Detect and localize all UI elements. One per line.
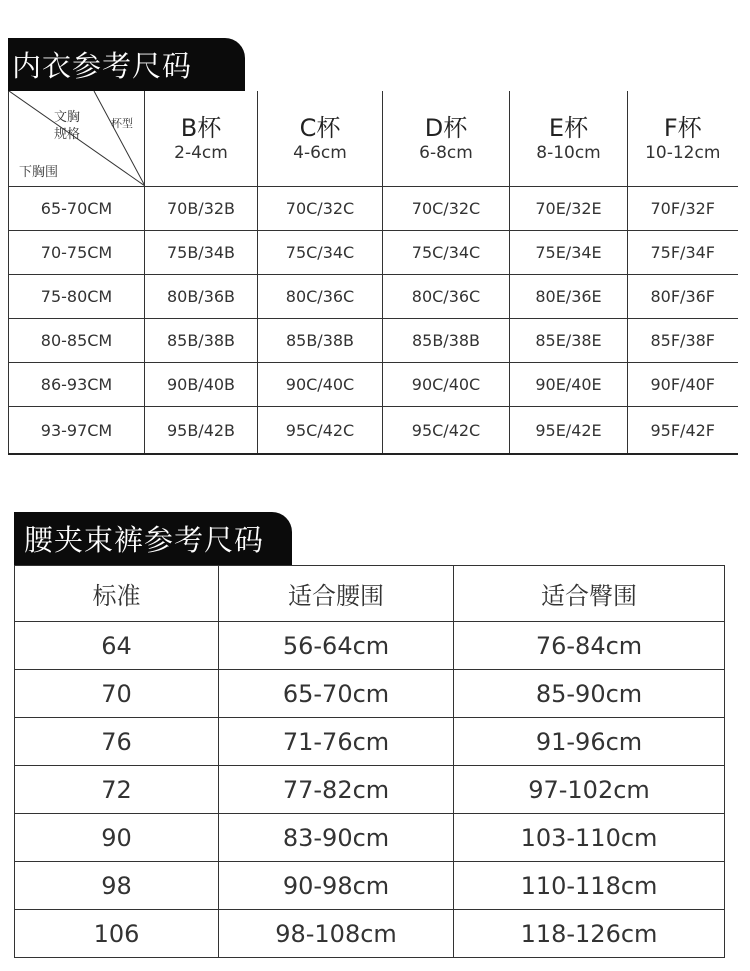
waist-cell: 71-76cm	[219, 718, 454, 766]
size-cell: 95C/42C	[383, 407, 510, 455]
shapewear-size-title	[14, 512, 292, 565]
size-cell: 70C/32C	[383, 187, 510, 231]
corner-bra-spec-label: 文胸 规格	[53, 110, 80, 142]
cup-range: 8-10cm	[536, 142, 601, 163]
cup-range: 6-8cm	[419, 142, 473, 163]
shapewear-row	[15, 766, 725, 814]
size-cell: 75B/34B	[145, 231, 258, 275]
hip-cell: 91-96cm	[454, 718, 725, 766]
bra-row	[9, 187, 738, 231]
shapewear-row	[15, 910, 725, 958]
cup-name: C杯	[299, 113, 341, 142]
waist-cell: 98-108cm	[219, 910, 454, 958]
standard-cell: 98	[15, 862, 219, 910]
waist-cell: 56-64cm	[219, 622, 454, 670]
corner-underbust-label: 下胸围	[19, 165, 59, 180]
bra-row	[9, 319, 738, 363]
hip-cell: 118-126cm	[454, 910, 725, 958]
standard-cell: 72	[15, 766, 219, 814]
waist-cell: 77-82cm	[219, 766, 454, 814]
underbust-cell: 75-80CM	[9, 275, 145, 319]
waist-cell: 83-90cm	[219, 814, 454, 862]
size-cell: 90E/40E	[510, 363, 628, 407]
size-cell: 70C/32C	[258, 187, 383, 231]
bra-corner-cell	[9, 91, 145, 187]
size-cell: 80E/36E	[510, 275, 628, 319]
size-cell: 85E/38E	[510, 319, 628, 363]
size-cell: 80F/36F	[628, 275, 738, 319]
bra-size-table	[8, 91, 738, 455]
size-cell: 90C/40C	[383, 363, 510, 407]
size-cell: 95F/42F	[628, 407, 738, 455]
header-waist: 适合腰围	[219, 566, 454, 622]
cup-name: B杯	[180, 113, 222, 142]
size-cell: 85B/38B	[383, 319, 510, 363]
standard-cell: 106	[15, 910, 219, 958]
underbust-cell: 80-85CM	[9, 319, 145, 363]
size-cell: 75E/34E	[510, 231, 628, 275]
shapewear-row	[15, 622, 725, 670]
bra-size-title	[8, 38, 245, 91]
size-cell: 90F/40F	[628, 363, 738, 407]
waist-cell: 65-70cm	[219, 670, 454, 718]
bra-row	[9, 407, 738, 455]
size-cell: 80B/36B	[145, 275, 258, 319]
cup-header-d	[383, 91, 510, 187]
standard-cell: 64	[15, 622, 219, 670]
cup-header-f	[628, 91, 738, 187]
size-cell: 95B/42B	[145, 407, 258, 455]
cup-header-b	[145, 91, 258, 187]
size-cell: 95C/42C	[258, 407, 383, 455]
size-cell: 70F/32F	[628, 187, 738, 231]
bra-header-row	[9, 91, 738, 187]
bra-row	[9, 275, 738, 319]
size-cell: 75C/34C	[383, 231, 510, 275]
size-cell: 85B/38B	[145, 319, 258, 363]
shapewear-row	[15, 670, 725, 718]
cup-range: 2-4cm	[174, 142, 228, 163]
size-cell: 80C/36C	[258, 275, 383, 319]
size-cell: 90B/40B	[145, 363, 258, 407]
size-cell: 95E/42E	[510, 407, 628, 455]
shapewear-header-row	[15, 566, 725, 622]
waist-cell: 90-98cm	[219, 862, 454, 910]
size-cell: 90C/40C	[258, 363, 383, 407]
shapewear-row	[15, 862, 725, 910]
cup-range: 4-6cm	[293, 142, 347, 163]
bra-row	[9, 231, 738, 275]
size-cell: 70E/32E	[510, 187, 628, 231]
header-hip: 适合臀围	[454, 566, 725, 622]
hip-cell: 76-84cm	[454, 622, 725, 670]
shapewear-size-title-text: 腰夹束裤参考尺码	[24, 523, 265, 557]
standard-cell: 76	[15, 718, 219, 766]
cup-name: F杯	[663, 113, 702, 142]
shapewear-size-table	[14, 565, 725, 958]
cup-name: E杯	[548, 113, 589, 142]
hip-cell: 110-118cm	[454, 862, 725, 910]
size-cell: 70B/32B	[145, 187, 258, 231]
standard-cell: 70	[15, 670, 219, 718]
corner-cup-type-label: 杯型	[111, 117, 133, 130]
size-cell: 85B/38B	[258, 319, 383, 363]
cup-header-e	[510, 91, 628, 187]
size-cell: 85F/38F	[628, 319, 738, 363]
bra-size-title-text: 内衣参考尺码	[12, 49, 193, 83]
cup-header-c	[258, 91, 383, 187]
hip-cell: 97-102cm	[454, 766, 725, 814]
bra-row	[9, 363, 738, 407]
cup-range: 10-12cm	[645, 142, 721, 163]
cup-name: D杯	[424, 113, 468, 142]
underbust-cell: 70-75CM	[9, 231, 145, 275]
underbust-cell: 65-70CM	[9, 187, 145, 231]
size-cell: 75C/34C	[258, 231, 383, 275]
size-cell: 75F/34F	[628, 231, 738, 275]
hip-cell: 85-90cm	[454, 670, 725, 718]
header-standard: 标准	[15, 566, 219, 622]
hip-cell: 103-110cm	[454, 814, 725, 862]
shapewear-row	[15, 814, 725, 862]
shapewear-row	[15, 718, 725, 766]
size-cell: 80C/36C	[383, 275, 510, 319]
underbust-cell: 93-97CM	[9, 407, 145, 455]
underbust-cell: 86-93CM	[9, 363, 145, 407]
standard-cell: 90	[15, 814, 219, 862]
